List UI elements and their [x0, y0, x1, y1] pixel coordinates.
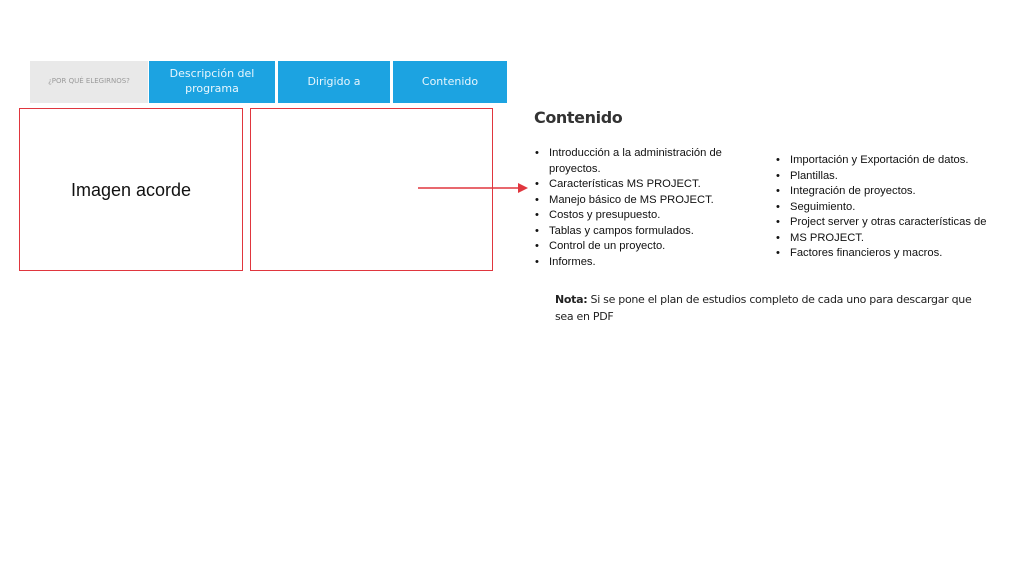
list-item: • MS PROJECT.	[776, 231, 1016, 247]
content-list-right	[776, 153, 1016, 262]
list-item: • Project server y otras características de	[776, 215, 1016, 231]
list-item: • Manejo básico de MS PROJECT.	[535, 193, 750, 209]
list-item: • Costos y presupuesto.	[535, 208, 750, 224]
list-item: • Tablas y campos formulados.	[535, 224, 750, 240]
note-label: Nota:	[555, 293, 588, 306]
list-item: • Introducción a la administración de proyectos.	[535, 146, 750, 177]
list-item: • Importación y Exportación de datos.	[776, 153, 1016, 169]
note	[555, 291, 975, 325]
content-title: Contenido	[534, 108, 623, 127]
list-item: • Factores financieros y macros.	[776, 246, 1016, 262]
list-item: • Características MS PROJECT.	[535, 177, 750, 193]
list-item: • Informes.	[535, 255, 750, 271]
content-list-left	[535, 146, 750, 270]
list-item: • Seguimiento.	[776, 200, 1016, 216]
list-item: • Control de un proyecto.	[535, 239, 750, 255]
tab-content[interactable]: Contenido	[393, 61, 507, 103]
tab-program-description[interactable]: Descripción del programa	[149, 61, 275, 103]
image-placeholder-box	[19, 108, 243, 271]
tab-target-audience[interactable]: Dirigido a	[278, 61, 390, 103]
image-placeholder-label: Imagen acorde	[70, 180, 192, 200]
arrow-right-icon	[418, 180, 528, 196]
tab-why-choose-us[interactable]: ¿POR QUÉ ELEGIRNOS?	[30, 61, 148, 103]
note-text: Si se pone el plan de estudios completo de cada uno para descargar que sea en PDF	[555, 293, 972, 323]
list-item: • Integración de proyectos.	[776, 184, 1016, 200]
tab-bar	[30, 61, 507, 103]
list-item: • Plantillas.	[776, 169, 1016, 185]
